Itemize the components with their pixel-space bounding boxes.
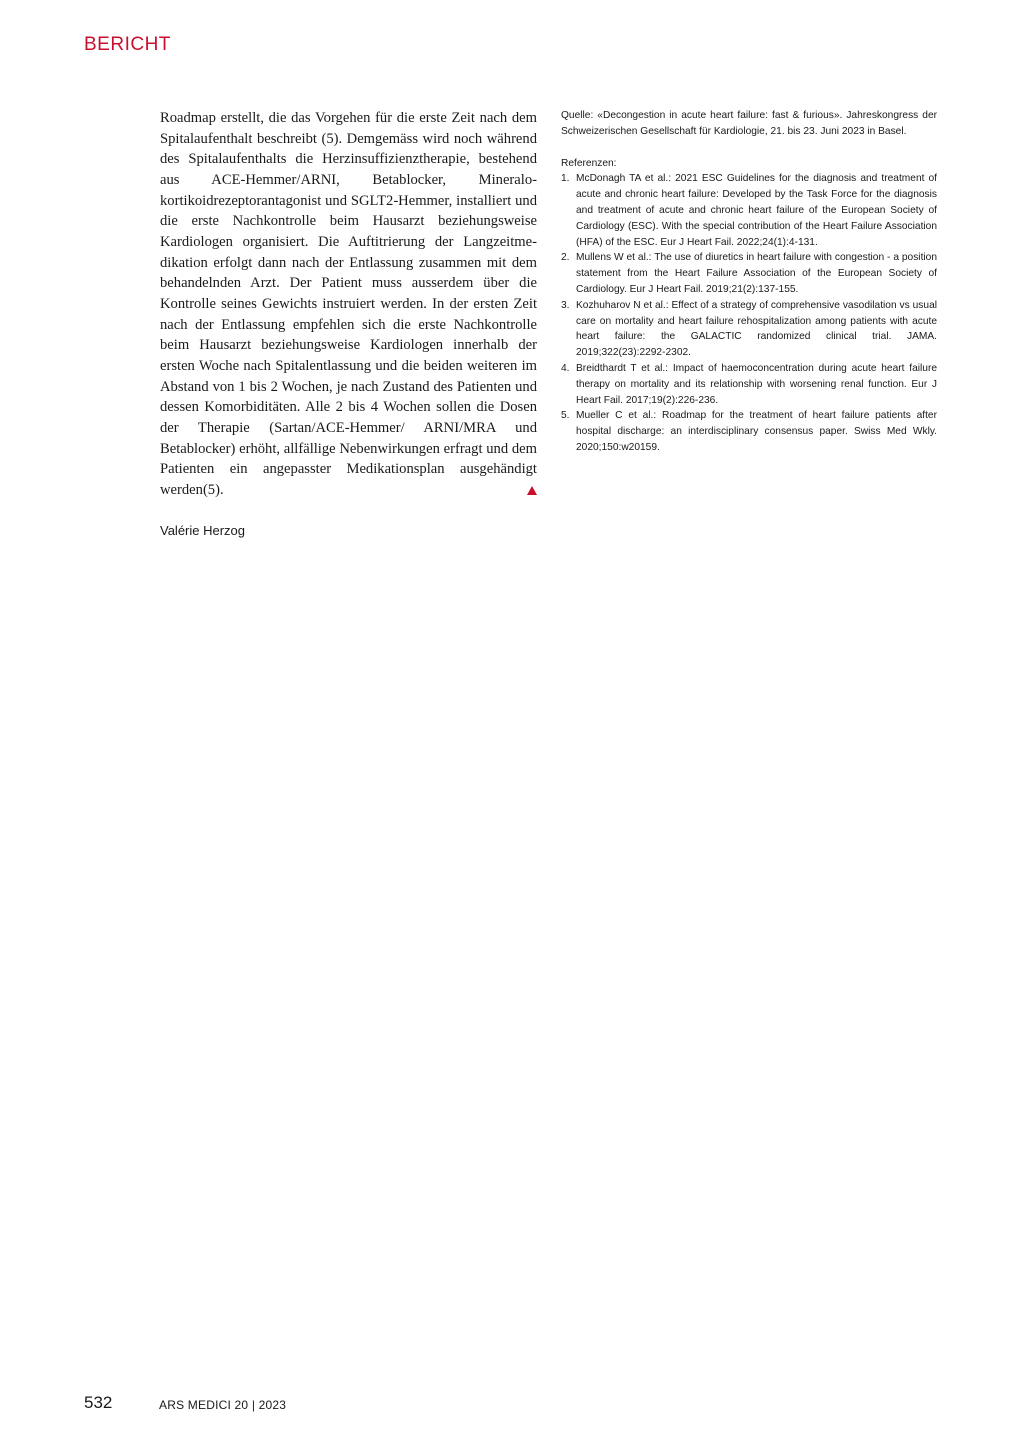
reference-item: 2. Mullens W et al.: The use of diuretics in heart failure with congestion - a position statement from the Heart Failure Association of the European Society of Cardiology. Eur J Heart Fail. 2019;21(2):137-155. <box>561 252 937 295</box>
references-title: Referenzen: <box>561 157 617 169</box>
page-number: 532 <box>84 1393 113 1412</box>
reference-item: 3. Kozhuharov N et al.: Effect of a strategy of comprehensive vasodilation vs usual care on mortality and heart failure rehospitalization among patients with acute heart failure: the GALACTIC randomized clinical trial. JAMA. 2019;322(23):2292-2302. <box>561 299 937 359</box>
reference-item: 4. Breidthardt T et al.: Impact of haemoconcentration during acute heart failure therapy on mortality and its relationship with worsening renal function. Eur J Heart Fail. 2017;19(2):226-236. <box>561 362 937 406</box>
references-list <box>561 171 937 455</box>
section-label: BERICHT <box>84 34 171 55</box>
body-paragraph <box>160 108 537 500</box>
source-note: Quelle: «Decongestion in acute heart failure: fast & furious». Jahreskongress der Schweizerischen Gesellschaft für Kardiologie, 21. bis 23. Juni 2023 in Basel. <box>561 110 937 137</box>
author-name: Valérie Herzog <box>160 523 246 538</box>
sidebar-column <box>561 108 937 456</box>
body-text: Roadmap erstellt, die das Vorgehen für die erste Zeit nach dem Spitalaufenthalt beschreibt (5). Demgemäss wird noch während des Spitalaufenthalts die Herzinsuffizienztherapie, bestehend aus ACE-Hemmer/ARNI, Betablocker, Mineralokortikoidrezeptorantagonist und SGLT2-Hemmer, installiert und die erste Nachkontrolle beim Hausarzt beziehungsweise Kardiologen organisiert. Die Auftitrierung der Langzeitmedikation erfolgt dann nach der Entlassung zusammen mit dem behandelnden Arzt. Der Patient muss ausserdem über die Kontrolle seines Gewichts instruiert werden. In der ersten Zeit nach der Entlassung empfehlen sich die erste Nachkontrolle beim Hausarzt beziehungsweise Kardiologen innerhalb der ersten Woche nach Spitalentlassung und die beiden weiteren im Abstand von 1 bis 2 Wochen, je nach Zustand des Patienten und dessen Komorbiditäten. Alle 2 bis 4 Wochen sollen die Dosen der Therapie (Sartan/ACE-Hemmer/ ARNI/MRA und Betablocker) erhöht, allfällige Nebenwirkungen erfragt und dem Patienten ein angepasster Medikationsplan ausgehändigt werden(5). <box>160 110 537 498</box>
journal-name: ARS MEDICI 20 | 2023 <box>159 1398 287 1412</box>
reference-item: 1. McDonagh TA et al.: 2021 ESC Guidelines for the diagnosis and treatment of acute and chronic heart failure: Developed by the Task Force for the diagnosis and treatment of acute and chronic heart failure of the European Society of Cardiology (ESC). With the special contribution of the Heart Failure Association (HFA) of the ESC. Eur J Heart Fail. 2022;24(1):4-131. <box>561 173 937 248</box>
reference-item: 5. Mueller C et al.: Roadmap for the treatment of heart failure patients after hospital discharge: an interdisciplinary consensus paper. Swiss Med Wkly. 2020;150:w20159. <box>561 410 937 453</box>
main-column <box>160 108 537 500</box>
end-triangle-icon <box>527 486 537 495</box>
